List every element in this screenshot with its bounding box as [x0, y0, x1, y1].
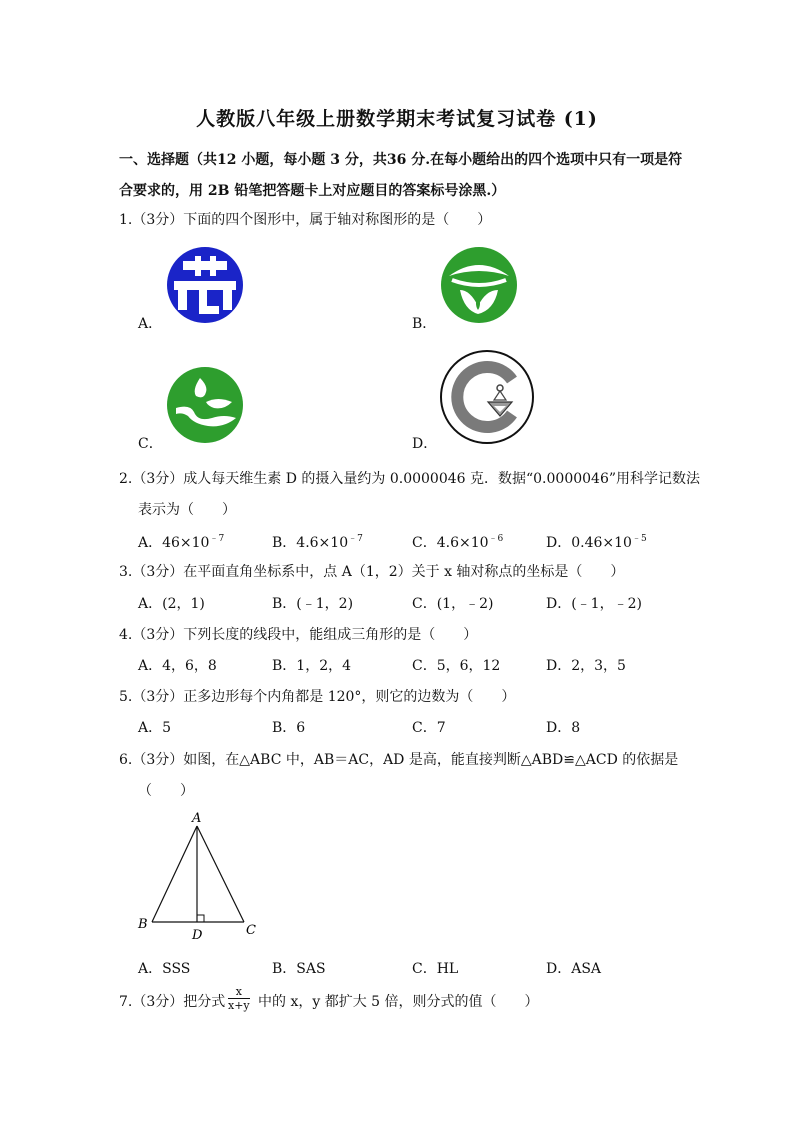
q6-stem-line2: （ ） — [138, 783, 194, 799]
q7-stem-prefix: 7.（3分）把分式 — [119, 994, 226, 1010]
q4-option-a: A．4，6，8 — [138, 658, 217, 674]
page-title: 人教版八年级上册数学期末考试复习试卷 (1) — [196, 108, 598, 130]
q7-fraction — [228, 985, 250, 1012]
q7-fraction-numerator: x — [228, 985, 250, 999]
q6-option-d: D．ASA — [546, 961, 602, 977]
q5-stem: 5.（3分）正多边形每个内角都是 120°，则它的边数为（ ） — [119, 689, 516, 705]
vertex-d-label: D — [192, 928, 203, 943]
q4-option-d: D．2，3，5 — [546, 658, 626, 674]
q4-stem: 4.（3分）下列长度的线段中，能组成三角形的是（ ） — [119, 627, 478, 643]
q2-stem-line2: 表示为（ ） — [138, 502, 236, 518]
q4-option-b: B．1，2，4 — [272, 658, 352, 674]
q6-option-b: B．SAS — [272, 961, 326, 977]
q5-option-b: B．6 — [272, 720, 306, 736]
green-field-logo-icon — [438, 244, 520, 326]
q5-option-c: C．7 — [412, 720, 446, 736]
q7-fraction-denominator: x+y — [228, 999, 250, 1012]
green-water-logo-icon — [164, 364, 246, 446]
q6-option-a: A．SSS — [138, 961, 191, 977]
vertex-a-label: A — [192, 811, 202, 826]
q3-stem: 3.（3分）在平面直角坐标系中，点 A（1，2）关于 x 轴对称点的坐标是（ ） — [119, 564, 625, 580]
vertex-b-label: B — [138, 917, 148, 932]
blue-circle-logo-icon — [164, 244, 246, 326]
q1-option-a-label: A． — [138, 316, 163, 332]
q3-option-a: A．(2，1) — [138, 596, 205, 612]
vertex-c-label: C — [246, 923, 256, 938]
q2-option-d: D．$0.46\times 10^{﹣5}$ — [546, 534, 647, 551]
q1-option-b-label: B． — [412, 316, 437, 332]
q2-option-a: A．$46\times 10^{﹣7}$ — [138, 534, 225, 551]
section-instruction-line2: 合要求的，用 2B 铅笔把答题卡上对应题目的答案标号涂黑.） — [119, 183, 506, 199]
q6-stem-line1: 6.（3分）如图，在△ABC 中，AB＝AC，AD 是高，能直接判断△ABD≌△ACD 的依据是 — [119, 752, 679, 768]
q1-option-c-label: C． — [138, 436, 163, 452]
q1-option-d-label: D． — [412, 436, 438, 452]
q7-stem-suffix: 中的 x，y 都扩大 5 倍，则分式的值（ ） — [258, 994, 539, 1010]
gray-diamond-c-logo-icon — [438, 348, 536, 446]
q5-option-a: A．5 — [138, 720, 172, 736]
q3-option-d: D．(﹣1，﹣2) — [546, 596, 642, 612]
q1-stem: 1.（3分）下面的四个图形中，属于轴对称图形的是（ ） — [119, 212, 492, 228]
q2-option-b: B．$4.6\times 10^{﹣7}$ — [272, 534, 363, 551]
triangle-abc-diagram — [134, 808, 264, 944]
q6-option-c: C．HL — [412, 961, 459, 977]
q3-option-b: B．(﹣1，2) — [272, 596, 354, 612]
q3-option-c: C．(1，﹣2) — [412, 596, 494, 612]
q4-option-c: C．5，6，12 — [412, 658, 501, 674]
q2-option-c: C．$4.6\times 10^{﹣6}$ — [412, 534, 504, 551]
q2-stem-line1: 2.（3分）成人每天维生素 D 的摄入量约为 0.0000046 克．数据“0.0000046”用科学记数法 — [119, 471, 701, 487]
q5-option-d: D．8 — [546, 720, 581, 736]
section-instruction-line1: 一、选择题（共12 小题，每小题 3 分，共36 分.在每小题给出的四个选项中只有一项是符 — [119, 152, 683, 168]
